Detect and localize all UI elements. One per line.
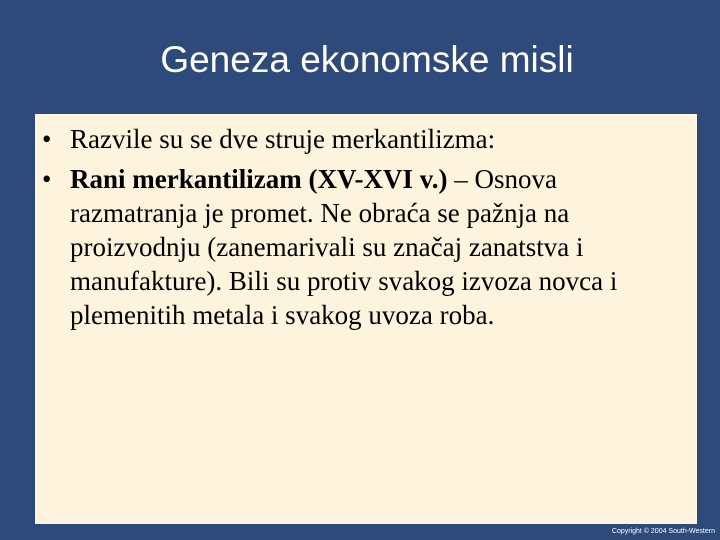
bullet-text: Razvile su se dve struje merkantilizma: (70, 124, 496, 154)
bullet-dot-icon: • (42, 164, 52, 194)
slide-title: Geneza ekonomske misli (160, 39, 574, 80)
content-panel (35, 114, 697, 524)
bullet-list (35, 122, 697, 338)
bullet-item (35, 122, 697, 156)
bullet-bold-text: Rani merkantilizam (XV-XVI v.) (70, 164, 448, 194)
bullet-item (35, 162, 697, 332)
bullet-text: – Osnova razmatranja je promet. Ne obraća se pažnja na proizvodnju (zanemarivali su značaj zanatstva i manufakture). Bili su protiv svakog izvoza novca i plemenitih metala i svakog uvoza roba. (70, 164, 618, 330)
bullet-dot-icon: • (42, 124, 52, 154)
copyright-notice: Copyright © 2004 South-Western (611, 528, 715, 535)
